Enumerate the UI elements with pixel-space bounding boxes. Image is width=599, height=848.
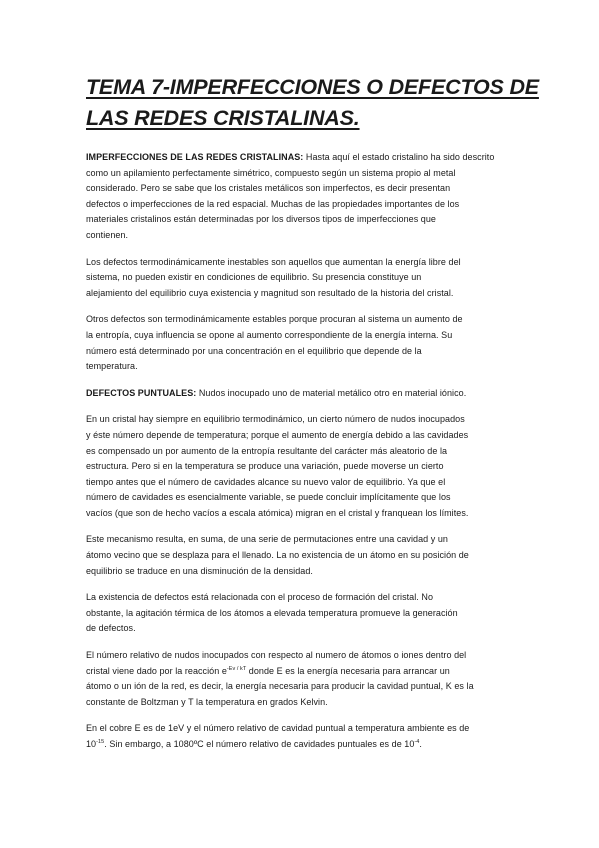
paragraph-cobre: En el cobre E es de 1eV y el número relativo de cavidad puntual a temperatura ambiente es de $10^{-15}$. Sin embargo, a 1080ºC el número relativo de cavidades puntuales es de $10^{-4}$. <box>86 723 470 749</box>
paragraph-numero-relativo: El número relativo de nudos inocupados con respecto al numero de átomos o iones dentro del cristal viene dado por la reacción $e^{-Ev / kT}$ donde E es la energía necesaria para arrancar un átomo o un ión de la red, es decir, la energía necesaria para producir la cavidad puntual, K es la constante de Boltzman y T la temperatura en grados Kelvin. <box>86 650 474 707</box>
document-title <box>86 72 539 134</box>
paragraph-defectos-estables: Otros defectos son termodinámicamente estables porque procuran al sistema un aumento de la entropía, cuya influencia se opone al aumento correspondiente de la energía interna. Su número está determinado por una concentración en el equilibrio que depende de la temperatura. <box>86 314 463 372</box>
paragraph-formacion-cristal: La existencia de defectos está relacionada con el proceso de formación del cristal. No obstante, la agitación térmica de los átomos a elevada temperatura promueve la generación de defectos. <box>86 592 458 634</box>
paragraph-equilibrio-termodinamico: En un cristal hay siempre en equilibrio termodinámico, un cierto número de nudos inocupados y éste número depende de temperatura; porque el aumento de energía debido a las cavidades es compensado un por aumento de la entropía resultante del carácter más aleatorio de la estructura. Pero si en la temperatura se produce una variación, puede moverse un cierto tiempo antes que el número de cavidades alcance su nuevo valor de equilibrio. Ya que el número de cavidades es esencialmente variable, se puede concluir implícitamente que los vacíos (que son de hecho vacíos a escala atómica) migran en el cristal y franquean los límites. <box>86 414 469 518</box>
section-heading-defectos-puntuales: DEFECTOS PUNTUALES: <box>86 387 197 398</box>
title-line-2: LAS REDES CRISTALINAS. <box>86 106 360 130</box>
title-line-1: TEMA 7-IMPERFECCIONES O DEFECTOS DE <box>86 75 539 99</box>
paragraph-imperfecciones: IMPERFECCIONES DE LAS REDES CRISTALINAS: Hasta aquí el estado cristalino ha sido descrito como un apilamiento perfectamente simétrico, compuesto según un sistema propio al metal considerado. Pero se sabe que los cristales metálicos son imperfectos, es decir presentan defectos o imperfecciones de la red espacial. Muchas de las propiedades importantes de los materiales cristalinos están determinadas por los diversos tipos de imperfecciones que contienen. <box>86 152 495 240</box>
section-heading-imperfecciones: IMPERFECCIONES DE LAS REDES CRISTALINAS: <box>86 152 304 162</box>
exponent-1080: -4 <box>414 739 420 745</box>
paragraph-mecanismo: Este mecanismo resulta, en suma, de una serie de permutaciones entre una cavidad y un átomo vecino que se desplaza para el llenado. La no existencia de un átomo en su posición de equilibrio se traduce en una disminución de la densidad. <box>86 534 469 576</box>
paragraph-defectos-inestables: Los defectos termodinámicamente inestables son aquellos que aumentan la energía libre del sistema, no pueden existir en condiciones de equilibrio. Su presencia constituye un alejamiento del equilibrio cuya existencia y magnitud son resultado de la historia del cristal. <box>86 256 461 298</box>
paragraph-defectos-puntuales: DEFECTOS PUNTUALES: Nudos inocupado uno de material metálico otro en material iónico. <box>86 387 467 398</box>
exponent-ambient: -15 <box>96 739 105 745</box>
exponent-formula: -Ev / kT <box>226 665 247 672</box>
document-body <box>86 150 516 764</box>
